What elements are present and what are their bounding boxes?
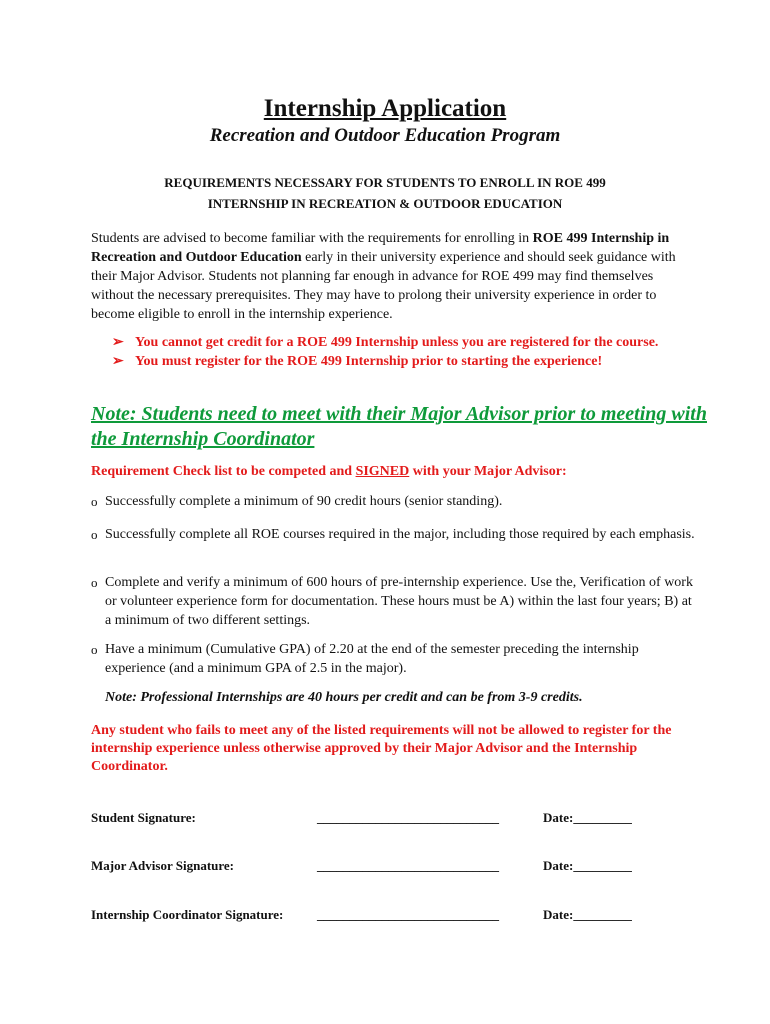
intro-text-1: Students are advised to become familiar with the requirements for enrolling in <box>91 231 533 246</box>
signature-row-internship-coordinator <box>91 907 691 927</box>
bullet-item <box>112 334 672 352</box>
arrow-bullet-icon: ➢ <box>112 354 124 369</box>
intro-paragraph <box>91 229 691 324</box>
circle-bullet-icon: o <box>91 527 98 542</box>
intro-course-name: ROE 499 Internship in Recreation and Outdoor Education <box>91 231 670 265</box>
signature-label: Student Signature: <box>91 810 196 825</box>
circle-bullet-icon: o <box>91 642 98 657</box>
date-field[interactable]: Date:_________ <box>543 858 632 873</box>
signature-row-student <box>91 810 691 830</box>
date-field[interactable]: Date:_________ <box>543 907 632 922</box>
bullet-item <box>112 353 672 371</box>
checklist-title-signed: SIGNED <box>355 464 410 479</box>
intro-text-2: early in their university experience and should seek guidance with their Major Advisor. Students not planning far enough in advance for ROE 499 may find themselves without the necessary prerequisites. They may have to prolong their university experience in order to become eligible to enroll in the internship experience. <box>91 250 676 322</box>
signature-line[interactable]: ____________________________ <box>317 907 499 922</box>
advisor-meeting-note: Note: Students need to meet with their Major Advisor prior to meeting with the Internship Coordinator <box>91 403 707 450</box>
checklist-item-text: Successfully complete a minimum of 90 credit hours (senior standing). <box>105 494 503 509</box>
checklist-title <box>91 463 711 481</box>
circle-bullet-icon: o <box>91 494 98 509</box>
date-field[interactable]: Date:_________ <box>543 810 632 825</box>
registration-bullets <box>112 334 672 372</box>
checklist-item-text: Successfully complete all ROE courses required in the major, including those required by each emphasis. <box>105 527 695 542</box>
checklist-item-text: Have a minimum (Cumulative GPA) of 2.20 at the end of the semester preceding the internship experience (and a minimum GPA of 2.5 in the major). <box>105 642 639 676</box>
requirements-heading-line-1: REQUIREMENTS NECESSARY FOR STUDENTS TO ENROLL IN ROE 499 <box>164 175 606 190</box>
professional-internship-note: Note: Professional Internships are 40 hours per credit and can be from 3-9 credits. <box>105 690 583 705</box>
bullet-text: You must register for the ROE 499 Internship prior to starting the experience! <box>135 354 603 369</box>
circle-bullet-icon: o <box>91 575 98 590</box>
arrow-bullet-icon: ➢ <box>112 335 124 350</box>
signature-row-major-advisor <box>91 858 691 878</box>
requirements-heading <box>0 172 770 214</box>
checklist-item-text: Complete and verify a minimum of 600 hours of pre-internship experience. Use the, Verification of work or volunteer experience form for documentation. These hours must be A) within the last four years; B) at a minimum of two different settings. <box>105 575 693 628</box>
page-title: Internship Application <box>263 95 507 122</box>
signature-line[interactable]: ____________________________ <box>317 858 499 873</box>
signature-label: Internship Coordinator Signature: <box>91 907 284 922</box>
checklist-title-text-1: Requirement Check list to be competed and <box>91 464 356 479</box>
signature-label: Major Advisor Signature: <box>91 858 235 873</box>
signature-line[interactable]: ____________________________ <box>317 810 499 825</box>
checklist-title-text-2: with your Major Advisor: <box>409 464 567 479</box>
requirements-heading-line-2: INTERNSHIP IN RECREATION & OUTDOOR EDUCATION <box>207 196 563 211</box>
bullet-text: You cannot get credit for a ROE 499 Internship unless you are registered for the course. <box>135 335 659 350</box>
page-subtitle: Recreation and Outdoor Education Program <box>209 125 561 146</box>
requirements-warning: Any student who fails to meet any of the listed requirements will not be allowed to register for the internship experience unless otherwise approved by their Major Advisor and the Internship Coordinator. <box>91 723 672 774</box>
